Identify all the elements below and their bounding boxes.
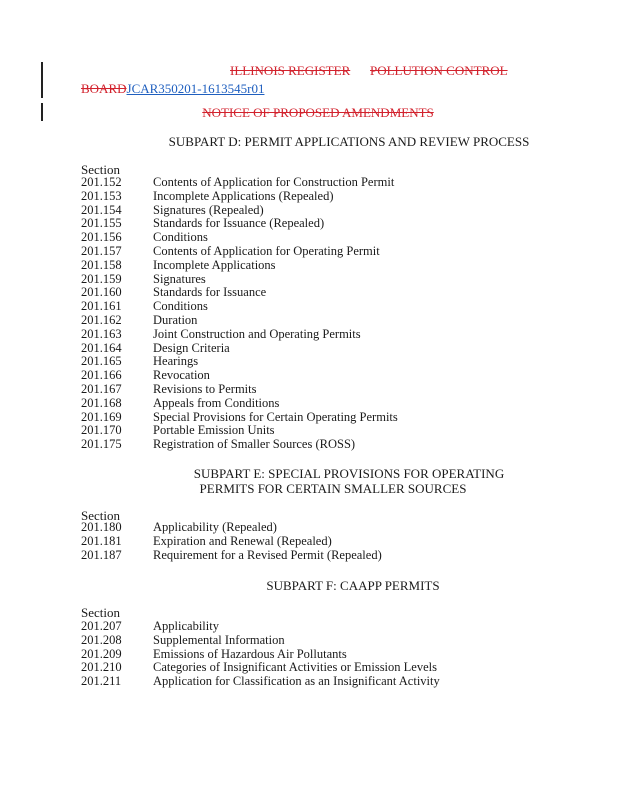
toc-entry (81, 661, 440, 675)
toc-entry (81, 314, 398, 328)
section-title: Categories of Insignificant Activities or Emission Levels (153, 660, 437, 675)
section-number: 201.162 (81, 312, 122, 327)
section-number: 201.175 (81, 437, 122, 452)
section-title: Applicability (153, 619, 219, 633)
toc-entry (81, 411, 398, 425)
section-number: 201.169 (81, 409, 122, 424)
section-number: 201.159 (81, 271, 122, 286)
subpart-f-title: SUBPART F: CAAPP PERMITS (266, 578, 440, 593)
section-number: 201.160 (81, 285, 122, 300)
subpart-e-section-label: Section (81, 508, 120, 523)
change-bar-header (41, 62, 43, 98)
notice-text: NOTICE OF PROPOSED AMENDMENTS (202, 105, 434, 120)
subpart-d-title: SUBPART D: PERMIT APPLICATIONS AND REVIEW PROCESS (168, 134, 530, 149)
section-title: Signatures (Repealed) (153, 202, 264, 217)
section-title: Standards for Issuance (153, 285, 267, 300)
section-number: 201.155 (81, 216, 122, 231)
section-title: Expiration and Renewal (Repealed) (153, 533, 332, 548)
toc-entry (81, 286, 398, 300)
toc-entry (81, 397, 398, 411)
toc-entry (81, 328, 398, 342)
toc-entry (81, 204, 398, 218)
subpart-e-title-line1: SUBPART E: SPECIAL PROVISIONS FOR OPERATING (193, 466, 505, 481)
section-number: 201.167 (81, 381, 122, 396)
section-number: 201.211 (81, 674, 122, 689)
section-title: Requirement for a Revised Permit (Repealed) (153, 547, 382, 562)
toc-entry (81, 383, 398, 397)
toc-entry (81, 217, 398, 231)
toc-entry (81, 549, 382, 563)
section-title: Duration (153, 312, 198, 327)
section-title: Revocation (153, 368, 210, 383)
section-title: Revisions to Permits (153, 381, 257, 396)
toc-entry (81, 190, 398, 204)
section-number: 201.209 (81, 646, 122, 661)
section-title: Signatures (153, 271, 206, 286)
section-number: 201.165 (81, 354, 122, 369)
toc-entry (81, 259, 398, 273)
section-number: 201.208 (81, 632, 122, 647)
toc-entry (81, 535, 382, 549)
toc-entry (81, 176, 398, 190)
toc-entry (81, 634, 440, 648)
section-number: 201.210 (81, 660, 122, 675)
section-number: 201.154 (81, 202, 122, 217)
notice-heading (0, 105, 618, 121)
register-title: ILLINOIS REGISTER (230, 63, 351, 78)
section-title: Appeals from Conditions (153, 395, 280, 410)
section-title: Application for Classification as an Insignificant Activity (153, 674, 440, 689)
toc-entry (81, 521, 382, 535)
section-title: Joint Construction and Operating Permits (153, 326, 361, 341)
register-header-line2 (81, 81, 264, 97)
subpart-d-section-label: Section (81, 162, 120, 177)
section-number: 201.152 (81, 175, 122, 189)
subpart-f-section-label: Section (81, 605, 120, 620)
agency-title-board: BOARD (81, 81, 127, 96)
section-title: Emissions of Hazardous Air Pollutants (153, 646, 347, 661)
section-title: Design Criteria (153, 340, 230, 355)
toc-entry (81, 273, 398, 287)
toc-entry (81, 355, 398, 369)
section-number: 201.166 (81, 368, 122, 383)
section-title: Conditions (153, 230, 208, 245)
section-number: 201.164 (81, 340, 122, 355)
jcar-code: JCAR350201-1613545r01 (126, 81, 265, 96)
toc-entry (81, 369, 398, 383)
section-title: Incomplete Applications (153, 257, 276, 272)
section-title: Conditions (153, 299, 208, 314)
section-number: 201.187 (81, 547, 122, 562)
section-number: 201.181 (81, 533, 122, 548)
section-title: Hearings (153, 354, 199, 369)
toc-entry (81, 620, 440, 634)
toc-entry (81, 648, 440, 662)
section-number: 201.170 (81, 423, 122, 438)
section-title: Registration of Smaller Sources (ROSS) (153, 437, 356, 452)
section-number: 201.161 (81, 299, 122, 314)
section-title: Special Provisions for Certain Operating Permits (153, 409, 398, 424)
section-title: Incomplete Applications (Repealed) (153, 188, 334, 203)
subpart-f-toc (81, 620, 440, 689)
section-number: 201.180 (81, 520, 122, 534)
section-number: 201.153 (81, 188, 122, 203)
subpart-e-title-line2: PERMITS FOR CERTAIN SMALLER SOURCES (199, 481, 467, 496)
section-title: Contents of Application for Operating Permit (153, 243, 380, 258)
section-number: 201.156 (81, 230, 122, 245)
section-number: 201.163 (81, 326, 122, 341)
toc-entry (81, 675, 440, 689)
section-number: 201.168 (81, 395, 122, 410)
subpart-e-toc (81, 521, 382, 562)
subpart-d-toc (81, 176, 398, 452)
toc-entry (81, 424, 398, 438)
subpart-e-title (0, 466, 618, 496)
toc-entry (81, 231, 398, 245)
section-number: 201.157 (81, 243, 122, 258)
toc-entry (81, 342, 398, 356)
section-number: 201.158 (81, 257, 122, 272)
section-title: Supplemental Information (153, 632, 285, 647)
section-title: Applicability (Repealed) (153, 520, 277, 534)
toc-entry (81, 245, 398, 259)
section-title: Contents of Application for Construction Permit (153, 175, 395, 189)
toc-entry (81, 300, 398, 314)
section-number: 201.207 (81, 619, 122, 633)
agency-title: POLLUTION CONTROL (370, 63, 508, 78)
section-title: Standards for Issuance (Repealed) (153, 216, 325, 231)
section-title: Portable Emission Units (153, 423, 275, 438)
toc-entry (81, 438, 398, 452)
